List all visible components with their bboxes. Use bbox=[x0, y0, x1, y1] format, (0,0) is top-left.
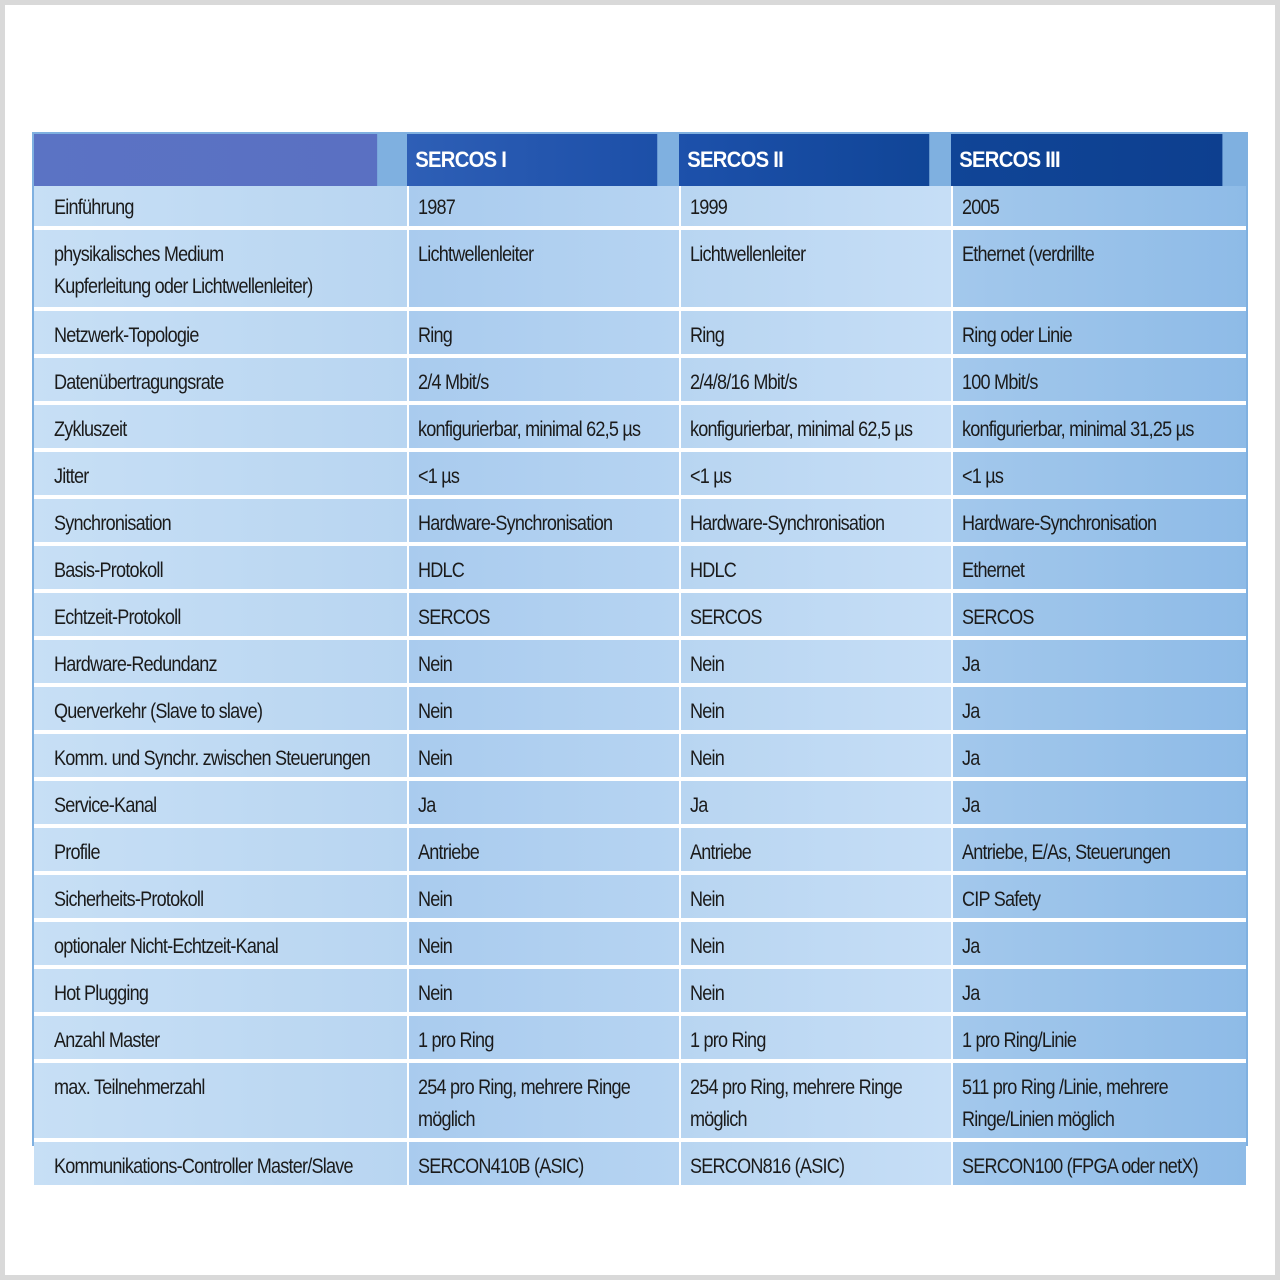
cell-text: 1987 bbox=[418, 196, 456, 219]
value-cell-sercos-2 bbox=[679, 1059, 951, 1138]
cell-text: Einführung bbox=[54, 196, 134, 219]
table-body bbox=[34, 186, 1246, 1185]
cell-text: 100 Mbit/s bbox=[962, 371, 1038, 394]
value-cell-sercos-2 bbox=[679, 542, 951, 589]
cell-text: möglich bbox=[690, 1108, 747, 1131]
value-cell-sercos-1 bbox=[407, 683, 679, 730]
value-cell-sercos-2 bbox=[679, 307, 951, 354]
cell-text: Kommunikations-Controller Master/Slave bbox=[54, 1155, 353, 1178]
cell-text: Lichtwellenleiter bbox=[690, 243, 806, 266]
row-label bbox=[34, 1012, 407, 1059]
value-cell-sercos-1 bbox=[407, 1059, 679, 1138]
value-cell-sercos-2 bbox=[679, 918, 951, 965]
row-label bbox=[34, 186, 407, 226]
value-cell-sercos-2 bbox=[679, 1012, 951, 1059]
value-cell-sercos-3 bbox=[951, 448, 1246, 495]
comparison-table-container bbox=[32, 132, 1248, 1178]
cell-text: möglich bbox=[418, 1108, 475, 1131]
cell-text: Ja bbox=[962, 747, 980, 770]
value-cell-sercos-1 bbox=[407, 495, 679, 542]
table-row bbox=[34, 824, 1246, 871]
row-label bbox=[34, 730, 407, 777]
value-cell-sercos-1 bbox=[407, 871, 679, 918]
header-sercos-2: SERCOS II bbox=[679, 134, 929, 186]
value-cell-sercos-2 bbox=[679, 871, 951, 918]
cell-text: 2/4/8/16 Mbit/s bbox=[690, 371, 797, 394]
cell-text: 1999 bbox=[690, 196, 728, 219]
value-cell-sercos-3 bbox=[951, 542, 1246, 589]
cell-text: Hot Plugging bbox=[54, 982, 149, 1005]
value-cell-sercos-1 bbox=[407, 918, 679, 965]
table-header-row bbox=[34, 134, 1246, 186]
cell-text: Nein bbox=[418, 747, 453, 770]
cell-text: Nein bbox=[690, 700, 725, 723]
value-cell-sercos-1 bbox=[407, 186, 679, 226]
cell-text: Ringe/Linien möglich bbox=[962, 1108, 1115, 1131]
value-cell-sercos-3 bbox=[951, 777, 1246, 824]
value-cell-sercos-3 bbox=[951, 871, 1246, 918]
cell-text: Ring bbox=[418, 324, 453, 347]
cell-text: optionaler Nicht-Echtzeit-Kanal bbox=[54, 935, 278, 958]
value-cell-sercos-1 bbox=[407, 401, 679, 448]
cell-text: CIP Safety bbox=[962, 888, 1041, 911]
value-cell-sercos-1 bbox=[407, 226, 679, 307]
cell-text: Nein bbox=[690, 747, 725, 770]
cell-text: max. Teilnehmerzahl bbox=[54, 1076, 205, 1099]
cell-text: Ja bbox=[962, 653, 980, 676]
cell-text: Nein bbox=[690, 888, 725, 911]
table-row bbox=[34, 683, 1246, 730]
cell-text: Synchronisation bbox=[54, 512, 171, 535]
cell-text: Lichtwellenleiter bbox=[418, 243, 534, 266]
row-label bbox=[34, 777, 407, 824]
cell-text: Nein bbox=[418, 700, 453, 723]
table-row bbox=[34, 918, 1246, 965]
cell-text: Hardware-Synchronisation bbox=[418, 512, 613, 535]
value-cell-sercos-3 bbox=[951, 589, 1246, 636]
cell-text: Sicherheits-Protokoll bbox=[54, 888, 204, 911]
cell-text: Ja bbox=[418, 794, 436, 817]
value-cell-sercos-1 bbox=[407, 1138, 679, 1185]
cell-text: HDLC bbox=[690, 559, 737, 582]
cell-text: physikalisches Medium bbox=[54, 243, 224, 266]
cell-text: Antriebe bbox=[418, 841, 480, 864]
cell-text: konfigurierbar, minimal 62,5 µs bbox=[690, 418, 913, 441]
cell-text: Ethernet (verdrillte bbox=[962, 243, 1095, 266]
value-cell-sercos-2 bbox=[679, 354, 951, 401]
cell-text: Ja bbox=[962, 982, 980, 1005]
cell-text: Jitter bbox=[54, 465, 89, 488]
cell-text: 2/4 Mbit/s bbox=[418, 371, 489, 394]
cell-text: 2005 bbox=[962, 196, 1000, 219]
table-row bbox=[34, 186, 1246, 226]
value-cell-sercos-2 bbox=[679, 186, 951, 226]
row-label bbox=[34, 1059, 407, 1138]
value-cell-sercos-3 bbox=[951, 683, 1246, 730]
row-label bbox=[34, 354, 407, 401]
value-cell-sercos-3 bbox=[951, 401, 1246, 448]
cell-text: Antriebe, E/As, Steuerungen bbox=[962, 841, 1171, 864]
value-cell-sercos-3 bbox=[951, 824, 1246, 871]
cell-text: Datenübertragungsrate bbox=[54, 371, 224, 394]
value-cell-sercos-2 bbox=[679, 683, 951, 730]
value-cell-sercos-3 bbox=[951, 636, 1246, 683]
row-label bbox=[34, 495, 407, 542]
cell-text: 511 pro Ring /Linie, mehrere bbox=[962, 1076, 1168, 1099]
value-cell-sercos-3 bbox=[951, 307, 1246, 354]
cell-text: Kupferleitung oder Lichtwellenleiter) bbox=[54, 275, 313, 298]
cell-text: Ja bbox=[690, 794, 708, 817]
value-cell-sercos-3 bbox=[951, 1059, 1246, 1138]
value-cell-sercos-2 bbox=[679, 824, 951, 871]
value-cell-sercos-2 bbox=[679, 777, 951, 824]
row-label bbox=[34, 448, 407, 495]
value-cell-sercos-2 bbox=[679, 636, 951, 683]
cell-text: Nein bbox=[418, 653, 453, 676]
table-row bbox=[34, 965, 1246, 1012]
cell-text: 1 pro Ring bbox=[418, 1029, 494, 1052]
row-label bbox=[34, 1138, 407, 1185]
row-label bbox=[34, 636, 407, 683]
table-row bbox=[34, 730, 1246, 777]
table-row bbox=[34, 354, 1246, 401]
value-cell-sercos-2 bbox=[679, 401, 951, 448]
cell-text: Nein bbox=[690, 935, 725, 958]
value-cell-sercos-2 bbox=[679, 1138, 951, 1185]
cell-text: HDLC bbox=[418, 559, 465, 582]
cell-text: Ja bbox=[962, 935, 980, 958]
cell-text: SERCON410B (ASIC) bbox=[418, 1155, 584, 1178]
row-label bbox=[34, 542, 407, 589]
row-label bbox=[34, 965, 407, 1012]
value-cell-sercos-1 bbox=[407, 448, 679, 495]
table-row bbox=[34, 777, 1246, 824]
cell-text: Ja bbox=[962, 700, 980, 723]
row-label bbox=[34, 401, 407, 448]
cell-text: Basis-Protokoll bbox=[54, 559, 163, 582]
value-cell-sercos-1 bbox=[407, 730, 679, 777]
row-label bbox=[34, 918, 407, 965]
table-row bbox=[34, 495, 1246, 542]
table-row bbox=[34, 871, 1246, 918]
cell-text: Hardware-Synchronisation bbox=[962, 512, 1157, 535]
value-cell-sercos-1 bbox=[407, 965, 679, 1012]
value-cell-sercos-2 bbox=[679, 730, 951, 777]
cell-text: Netzwerk-Topologie bbox=[54, 324, 199, 347]
table-row bbox=[34, 401, 1246, 448]
table-row bbox=[34, 1059, 1246, 1138]
value-cell-sercos-1 bbox=[407, 1012, 679, 1059]
row-label bbox=[34, 871, 407, 918]
cell-text: SERCOS bbox=[418, 606, 490, 629]
table-row bbox=[34, 589, 1246, 636]
cell-text: 1 pro Ring bbox=[690, 1029, 766, 1052]
cell-text: SERCON816 (ASIC) bbox=[690, 1155, 845, 1178]
row-label bbox=[34, 683, 407, 730]
table-row bbox=[34, 307, 1246, 354]
cell-text: Profile bbox=[54, 841, 100, 864]
cell-text: konfigurierbar, minimal 31,25 µs bbox=[962, 418, 1194, 441]
row-label bbox=[34, 824, 407, 871]
value-cell-sercos-1 bbox=[407, 777, 679, 824]
cell-text: 254 pro Ring, mehrere Ringe bbox=[418, 1076, 631, 1099]
header-sercos-1: SERCOS I bbox=[407, 134, 657, 186]
cell-text: Nein bbox=[690, 653, 725, 676]
value-cell-sercos-3 bbox=[951, 354, 1246, 401]
table-row bbox=[34, 1138, 1246, 1185]
cell-text: Nein bbox=[418, 935, 453, 958]
value-cell-sercos-2 bbox=[679, 495, 951, 542]
value-cell-sercos-1 bbox=[407, 824, 679, 871]
row-label bbox=[34, 307, 407, 354]
value-cell-sercos-3 bbox=[951, 965, 1246, 1012]
value-cell-sercos-3 bbox=[951, 495, 1246, 542]
value-cell-sercos-2 bbox=[679, 226, 951, 307]
cell-text: Querverkehr (Slave to slave) bbox=[54, 700, 263, 723]
cell-text: Nein bbox=[418, 982, 453, 1005]
cell-text: Antriebe bbox=[690, 841, 752, 864]
value-cell-sercos-3 bbox=[951, 1138, 1246, 1185]
table-row bbox=[34, 226, 1246, 307]
cell-text: Ja bbox=[962, 794, 980, 817]
value-cell-sercos-1 bbox=[407, 589, 679, 636]
cell-text: Nein bbox=[690, 982, 725, 1005]
sercos-comparison-table bbox=[34, 134, 1246, 1185]
table-row bbox=[34, 636, 1246, 683]
row-label bbox=[34, 226, 407, 307]
cell-text: Service-Kanal bbox=[54, 794, 157, 817]
value-cell-sercos-1 bbox=[407, 354, 679, 401]
cell-text: Komm. und Synchr. zwischen Steuerungen bbox=[54, 747, 370, 770]
value-cell-sercos-1 bbox=[407, 636, 679, 683]
cell-text: 254 pro Ring, mehrere Ringe bbox=[690, 1076, 903, 1099]
value-cell-sercos-2 bbox=[679, 448, 951, 495]
cell-text: SERCOS bbox=[690, 606, 762, 629]
cell-text: <1 µs bbox=[418, 465, 460, 488]
cell-text: SERCON100 (FPGA oder netX) bbox=[962, 1155, 1198, 1178]
cell-text: Ring oder Linie bbox=[962, 324, 1072, 347]
row-label bbox=[34, 589, 407, 636]
value-cell-sercos-3 bbox=[951, 730, 1246, 777]
value-cell-sercos-3 bbox=[951, 186, 1246, 226]
cell-text: Zykluszeit bbox=[54, 418, 127, 441]
value-cell-sercos-1 bbox=[407, 542, 679, 589]
cell-text: Ethernet bbox=[962, 559, 1025, 582]
value-cell-sercos-3 bbox=[951, 226, 1246, 307]
cell-text: Hardware-Redundanz bbox=[54, 653, 217, 676]
cell-text: Anzahl Master bbox=[54, 1029, 160, 1052]
cell-text: Ring bbox=[690, 324, 725, 347]
value-cell-sercos-3 bbox=[951, 918, 1246, 965]
cell-text: <1 µs bbox=[690, 465, 732, 488]
cell-text: Echtzeit-Protokoll bbox=[54, 606, 181, 629]
table-row bbox=[34, 542, 1246, 589]
value-cell-sercos-1 bbox=[407, 307, 679, 354]
value-cell-sercos-2 bbox=[679, 965, 951, 1012]
header-empty-cell bbox=[34, 134, 377, 186]
value-cell-sercos-3 bbox=[951, 1012, 1246, 1059]
header-sercos-3: SERCOS III bbox=[951, 134, 1222, 186]
cell-text: <1 µs bbox=[962, 465, 1004, 488]
cell-text: konfigurierbar, minimal 62,5 µs bbox=[418, 418, 641, 441]
table-row bbox=[34, 1012, 1246, 1059]
value-cell-sercos-2 bbox=[679, 589, 951, 636]
cell-text: 1 pro Ring/Linie bbox=[962, 1029, 1077, 1052]
cell-text: Nein bbox=[418, 888, 453, 911]
table-row bbox=[34, 448, 1246, 495]
cell-text: SERCOS bbox=[962, 606, 1034, 629]
cell-text: Hardware-Synchronisation bbox=[690, 512, 885, 535]
